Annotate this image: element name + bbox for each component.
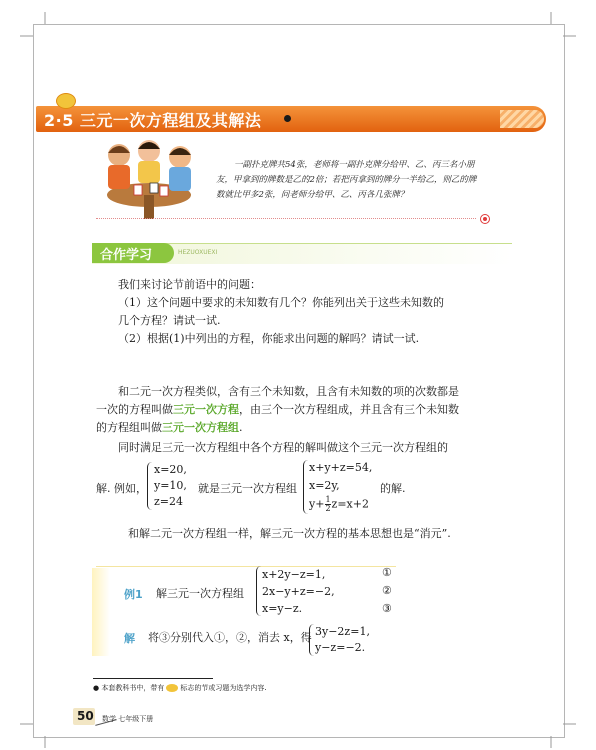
footnote-b: 标志的节或习题为选学内容. bbox=[180, 684, 267, 692]
system-eq1: x+y+z=54, bbox=[309, 461, 373, 474]
title-dot-icon bbox=[284, 115, 291, 122]
example-label: 例1 bbox=[124, 588, 143, 601]
example-eq1: x+2y−z=1, bbox=[262, 568, 326, 581]
half-denominator: 2 bbox=[325, 504, 331, 513]
system-eq3-a: y+ bbox=[309, 497, 325, 511]
solution-step-eq2: y−z=−2. bbox=[315, 641, 366, 654]
example-eq3: x=y−z. bbox=[262, 602, 303, 615]
solution-label: 解 bbox=[124, 632, 135, 645]
intro-divider bbox=[96, 218, 476, 219]
example-text: 解三元一次方程组 bbox=[156, 587, 244, 600]
coop-learning-sublabel: HEZUOXUEXI bbox=[178, 249, 218, 256]
solution-x: x=20, bbox=[154, 463, 187, 476]
half-fraction bbox=[325, 496, 330, 513]
solution-system bbox=[154, 462, 187, 510]
solution-step-brace bbox=[309, 624, 314, 656]
definition-line3-b: . bbox=[239, 421, 243, 434]
example-system bbox=[309, 460, 372, 513]
example-lead-text: 解. 例如， bbox=[96, 482, 147, 495]
children-playing-cards-illustration bbox=[94, 133, 204, 223]
example-highlight bbox=[92, 568, 110, 656]
solution-step-eq1: 3y−2z=1, bbox=[315, 625, 370, 638]
solution-step-equations bbox=[315, 624, 370, 656]
half-numerator: 1 bbox=[325, 495, 331, 504]
eq-number-3: ③ bbox=[382, 602, 392, 615]
activity-q2: （2）根据(1)中列出的方程，你能求出问题的解吗？请试一试. bbox=[118, 332, 420, 345]
coop-learning-label: 合作学习 bbox=[100, 248, 153, 263]
activity-q1-line2: 几个方程？请试一试. bbox=[118, 314, 221, 327]
example-brace bbox=[256, 566, 261, 616]
example-mid-text: 就是三元一次方程组 bbox=[198, 482, 297, 495]
example-eq2: 2x−y+z=−2, bbox=[262, 585, 335, 598]
solution-y: y=10, bbox=[154, 479, 187, 492]
system-eq3-b: z=x+2 bbox=[331, 497, 369, 511]
divider-end-icon bbox=[480, 214, 490, 224]
term-three-variable-linear-equation: 三元一次方程 bbox=[173, 403, 239, 416]
definition-line1: 和二元一次方程类似，含有三个未知数，且含有未知数的项的次数都是 bbox=[118, 385, 459, 398]
section-title: 2·5 三元一次方程组及其解法 bbox=[44, 111, 262, 130]
solution-text: 将③分别代入①，②，消去 x，得 bbox=[148, 631, 312, 644]
elimination-note: 和解二元一次方程组一样，解三元一次方程的基本思想也是“消元”. bbox=[128, 527, 451, 540]
eq-number-1: ① bbox=[382, 566, 392, 579]
footnote-divider bbox=[93, 678, 213, 679]
solution-brace bbox=[147, 462, 152, 510]
definition-line3 bbox=[96, 421, 243, 435]
system-eq3 bbox=[309, 496, 372, 513]
activity-lead: 我们来讨论节前语中的问题： bbox=[118, 278, 261, 291]
badge-icon bbox=[56, 93, 76, 109]
example-top-line bbox=[96, 566, 396, 567]
example-end-text: 的解. bbox=[380, 482, 406, 495]
intro-problem: 一副扑克牌共54张，老师将一副扑克牌分给甲、乙、丙三名小朋友，甲拿到的牌数是乙的2倍；若把丙拿到的牌分一半给乙，则乙的牌数就比甲多2张，问老师分给甲、乙、丙各几张牌？ bbox=[216, 160, 477, 200]
definition-line3-a: 的方程组叫做 bbox=[96, 421, 162, 434]
system-brace bbox=[303, 460, 308, 514]
solution-z: z=24 bbox=[154, 495, 184, 508]
definition-line2 bbox=[96, 403, 459, 417]
footnote-a: ● 本套教科书中，带有 bbox=[93, 684, 165, 692]
term-three-variable-linear-system: 三元一次方程组 bbox=[162, 421, 239, 434]
page-number: 50 bbox=[77, 709, 94, 723]
example-equations bbox=[262, 566, 335, 617]
definition-line2-b: ，由三个一次方程组成，并且含有三个未知数 bbox=[239, 403, 459, 416]
footnote bbox=[93, 683, 267, 693]
definition-line2-a: 一次的方程叫做 bbox=[96, 403, 173, 416]
activity-q1-line1: （1）这个问题中要求的未知数有几个？你能列出关于这些未知数的 bbox=[118, 296, 444, 309]
definition-line4: 同时满足三元一次方程组中各个方程的解叫做这个三元一次方程组的 bbox=[118, 441, 448, 454]
eq-number-2: ② bbox=[382, 584, 392, 597]
optional-content-icon bbox=[166, 684, 178, 692]
book-title: 数学 七年级下册 bbox=[102, 715, 154, 723]
system-eq2: x=2y, bbox=[309, 479, 340, 492]
title-ribbon-decoration bbox=[500, 110, 544, 128]
